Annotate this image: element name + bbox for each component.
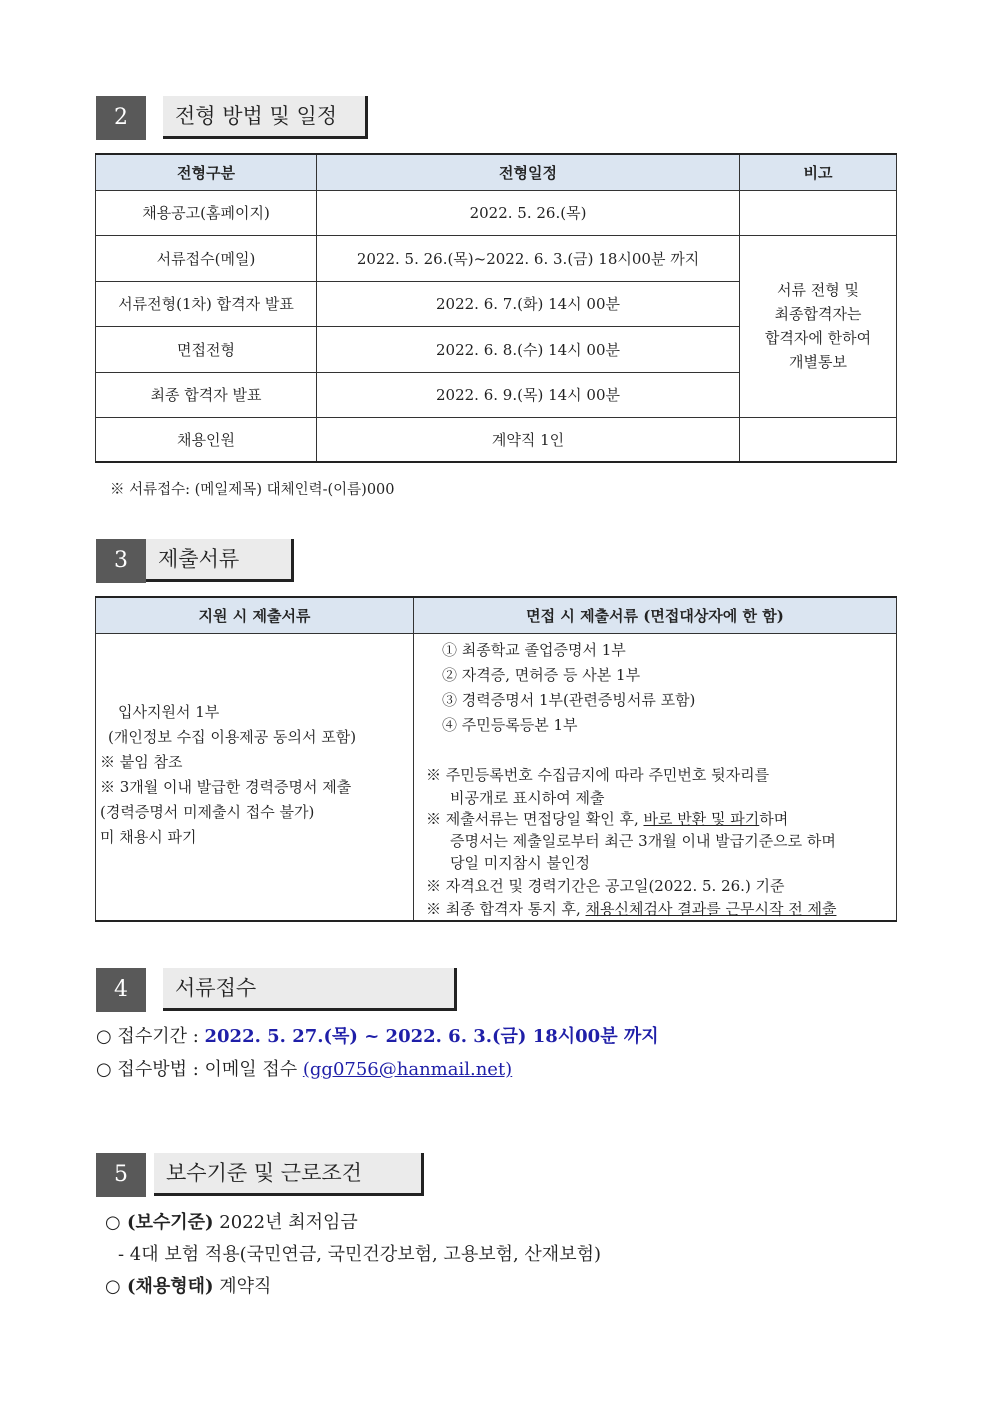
doc-line: 입사지원서 1부 bbox=[118, 702, 220, 721]
remark-line: 합격자에 한하여 bbox=[764, 329, 872, 347]
section-number: 3 bbox=[96, 539, 146, 583]
section-title: 서류접수 bbox=[163, 968, 457, 1011]
table-cell: 면접전형 bbox=[96, 326, 317, 372]
doc-note: 당일 미지참시 불인정 bbox=[450, 853, 590, 872]
col-header: 비고 bbox=[740, 154, 897, 190]
pay-text: 2022년 최저임금 bbox=[213, 1212, 358, 1233]
note-underlined: 채용신체검사 결과를 근무시작 전 제출 bbox=[585, 899, 837, 918]
doc-line: (경력증명서 미제출시 접수 불가) bbox=[100, 802, 315, 821]
doc-note: 증명서는 제출일로부터 최근 3개월 이내 발급기준으로 하며 bbox=[450, 831, 836, 850]
table-cell: 2022. 6. 7.(화) 14시 00분 bbox=[317, 281, 740, 326]
type-label: ○ (채용형태) bbox=[105, 1276, 214, 1297]
section-number: 2 bbox=[96, 96, 146, 140]
method-label: ○ 접수방법 : 이메일 접수 bbox=[96, 1059, 303, 1080]
table-cell bbox=[740, 417, 897, 462]
doc-item: ② 자격증, 면허증 등 사본 1부 bbox=[442, 665, 641, 684]
table-cell: 서류접수(메일) bbox=[96, 235, 317, 281]
table-cell: 2022. 5. 26.(목) bbox=[317, 190, 740, 235]
remark-cell bbox=[740, 235, 897, 417]
doc-line: ※ 붙임 참조 bbox=[100, 752, 183, 771]
period-label: ○ 접수기간 : bbox=[96, 1026, 205, 1047]
remark-line: 개별통보 bbox=[789, 353, 847, 371]
col-header: 지원 시 제출서류 bbox=[96, 597, 414, 633]
table-cell: 채용인원 bbox=[96, 417, 317, 462]
doc-note bbox=[426, 809, 896, 830]
period-value: 2022. 5. 27.(목) ~ 2022. 6. 3.(금) 18시00분 까지 bbox=[204, 1026, 659, 1047]
doc-item: ① 최종학교 졸업증명서 1부 bbox=[442, 640, 626, 659]
receipt-period bbox=[96, 1022, 659, 1048]
pay-label: ○ (보수기준) bbox=[105, 1212, 214, 1233]
interview-docs-cell bbox=[414, 633, 897, 921]
table-cell: 2022. 5. 26.(목)~2022. 6. 3.(금) 18시00분 까지 bbox=[317, 235, 740, 281]
documents-table bbox=[95, 596, 897, 922]
doc-line: ※ 3개월 이내 발급한 경력증명서 제출 bbox=[100, 777, 352, 796]
col-header: 면접 시 제출서류 (면접대상자에 한 함) bbox=[414, 597, 897, 633]
apply-docs-cell bbox=[96, 633, 414, 921]
type-text: 계약직 bbox=[213, 1276, 272, 1297]
table-cell: 2022. 6. 9.(목) 14시 00분 bbox=[317, 372, 740, 417]
doc-note: ※ 주민등록번호 수집금지에 따라 주민번호 뒷자리를 bbox=[426, 765, 770, 784]
doc-line: 미 채용시 파기 bbox=[100, 827, 197, 846]
note-text: ※ 제출서류는 면접당일 확인 후, bbox=[426, 809, 644, 828]
table-cell: 채용공고(홈페이지) bbox=[96, 190, 317, 235]
doc-item: ④ 주민등록등본 1부 bbox=[442, 715, 578, 734]
doc-note: ※ 자격요건 및 경력기간은 공고일(2022. 5. 26.) 기준 bbox=[426, 876, 785, 895]
remark-line: 최종합격자는 bbox=[774, 305, 862, 323]
email-link[interactable]: (gg0756@hanmail.net) bbox=[302, 1059, 513, 1080]
section-title: 제출서류 bbox=[146, 539, 294, 582]
doc-note: 비공개로 표시하여 제출 bbox=[450, 788, 605, 807]
receipt-method bbox=[96, 1055, 512, 1081]
insurance-line: - 4대 보험 적용(국민연금, 국민건강보험, 고용보험, 산재보험) bbox=[118, 1244, 601, 1265]
note-text: ※ 최종 합격자 통지 후, bbox=[426, 899, 586, 918]
table-cell: 2022. 6. 8.(수) 14시 00분 bbox=[317, 326, 740, 372]
doc-note bbox=[426, 898, 896, 920]
doc-line: (개인정보 수집 이용제공 동의서 포함) bbox=[108, 727, 357, 746]
remark-line: 서류 전형 및 bbox=[777, 281, 859, 299]
schedule-table bbox=[95, 153, 897, 463]
pay-standard bbox=[105, 1208, 358, 1234]
note-text: 하며 bbox=[759, 809, 789, 828]
employment-type bbox=[105, 1272, 271, 1298]
col-header: 전형일정 bbox=[317, 154, 740, 190]
doc-item: ③ 경력증명서 1부(관련증빙서류 포함) bbox=[442, 690, 696, 709]
table-cell: 최종 합격자 발표 bbox=[96, 372, 317, 417]
col-header: 전형구분 bbox=[96, 154, 317, 190]
note-underlined: 바로 반환 및 파기 bbox=[643, 809, 760, 828]
table-cell: 계약직 1인 bbox=[317, 417, 740, 462]
section-number: 5 bbox=[96, 1153, 146, 1197]
table-cell: 서류전형(1차) 합격자 발표 bbox=[96, 281, 317, 326]
submission-note: ※ 서류접수: (메일제목) 대체인력-(이름)000 bbox=[110, 482, 395, 498]
section-number: 4 bbox=[96, 968, 146, 1012]
section-title: 보수기준 및 근로조건 bbox=[154, 1153, 424, 1196]
table-cell bbox=[740, 190, 897, 235]
section-title: 전형 방법 및 일정 bbox=[163, 96, 368, 139]
